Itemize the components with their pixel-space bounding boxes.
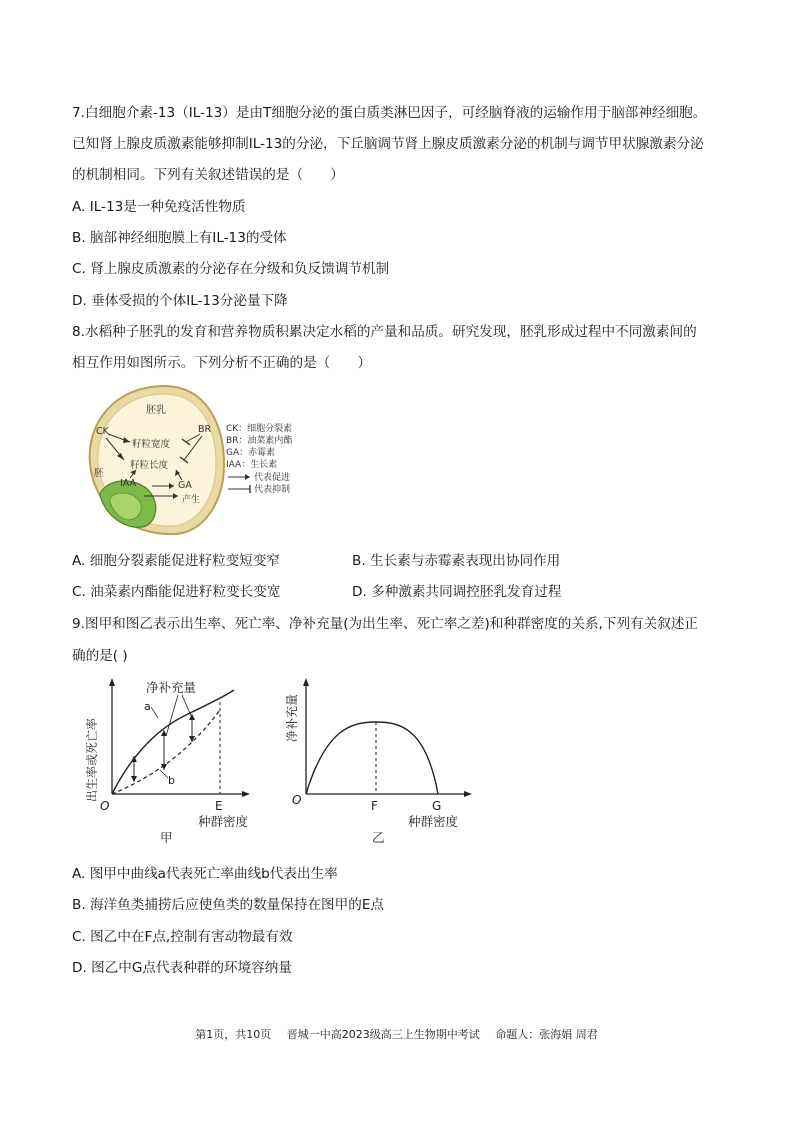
q8-stem-line-1: 8.水稻种子胚乳的发育和营养物质积累决定水稻的产量和品质。研究发现，胚乳形成过程中不同激素间的: [72, 324, 697, 340]
figure-yi: [282, 676, 474, 850]
q7-option-c: C. 肾上腺皮质激素的分泌存在分级和负反馈调节机制: [72, 261, 390, 277]
footer-author: 命题人：张海娟 周君: [495, 1028, 598, 1041]
q7-option-a: A. IL-13是一种免疫活性物质: [72, 199, 246, 215]
q9-option-b: B. 海洋鱼类捕捞后应使鱼类的数量保持在图甲的E点: [72, 897, 385, 913]
yi-point-g-label: G: [432, 799, 442, 813]
grain-width-label: 籽粒宽度: [132, 439, 171, 450]
yi-point-f-label: F: [371, 799, 378, 813]
ga-label: GA: [178, 480, 192, 491]
endosperm-label: 胚乳: [146, 405, 166, 416]
produce-label: 产生: [182, 495, 201, 505]
grain-length-label: 籽粒长度: [130, 460, 169, 471]
q7-stem-line-3: 的机制相同。下列有关叙述错误的是（ ）: [72, 167, 344, 183]
rice-grain-hormone-figure: [86, 384, 320, 536]
legend-ga: GA：赤霉素: [226, 448, 276, 458]
legend-promote: 代表促进: [254, 473, 291, 483]
q7-stem-line-2: 已知肾上腺皮质激素能够抑制IL-13的分泌，下丘脑调节肾上腺皮质激素分泌的机制与调节甲状腺激素分泌: [72, 136, 704, 152]
page-footer: [0, 1026, 793, 1042]
yi-x-axis-label: 种群密度: [408, 814, 459, 829]
jia-x-axis-label: 种群密度: [198, 814, 249, 829]
q7-option-d: D. 垂体受损的个体IL-13分泌量下降: [72, 293, 288, 309]
q8-option-d: D. 多种激素共同调控胚乳发育过程: [352, 584, 562, 600]
q9-option-c: C. 图乙中在F点,控制有害动物最有效: [72, 929, 293, 945]
yi-origin-label: O: [292, 793, 302, 807]
jia-point-e-label: E: [215, 799, 223, 813]
yi-caption: 乙: [372, 830, 385, 845]
jia-caption: 甲: [160, 830, 173, 845]
ck-label: CK: [96, 426, 109, 437]
q7-option-b: B. 脑部神经细胞膜上有IL-13的受体: [72, 230, 287, 246]
yi-y-axis-label: 净补充量: [285, 693, 299, 743]
legend-br: BR：油菜素内酯: [226, 436, 293, 446]
q8-option-c: C. 油菜素内酯能促进籽粒变长变宽: [72, 584, 281, 600]
q9-option-a: A. 图甲中曲线a代表死亡率曲线b代表出生率: [72, 866, 338, 882]
q9-stem-line-1: 9.图甲和图乙表示出生率、死亡率、净补充量(为出生率、死亡率之差)和种群密度的关系,下列有关叙述正: [72, 616, 699, 632]
jia-curve-b-label: b: [168, 774, 175, 787]
footer-exam-title: 晋城一中高2023级高三上生物期中考试: [286, 1028, 480, 1041]
jia-curve-a-label: a: [144, 700, 151, 713]
jia-y-axis-label: 出生率或死亡率: [85, 717, 99, 803]
q8-stem-line-2: 相互作用如图所示。下列分析不正确的是（ ）: [72, 355, 372, 371]
legend-iaa: IAA：生长素: [226, 460, 278, 470]
jia-net-label: 净补充量: [146, 680, 197, 695]
figure-jia: [82, 676, 252, 850]
embryo-label: 胚: [94, 468, 104, 479]
br-label: BR: [198, 424, 212, 435]
q8-option-b: B. 生长素与赤霉素表现出协同作用: [352, 553, 561, 569]
q7-stem-line-1: 7.白细胞介素-13（IL-13）是由T细胞分泌的蛋白质类淋巴因子，可经脑脊液的运输作用于脑部神经细胞。: [72, 105, 707, 121]
footer-page-number: 第1页，共10页: [195, 1028, 272, 1041]
q9-option-d: D. 图乙中G点代表种群的环境容纳量: [72, 960, 292, 976]
iaa-label: IAA: [120, 478, 137, 489]
legend-ck: CK：细胞分裂素: [226, 424, 293, 434]
q8-option-a: A. 细胞分裂素能促进籽粒变短变窄: [72, 553, 281, 569]
legend-inhibit: 代表抑制: [254, 485, 291, 495]
q9-stem-line-2: 确的是( ): [72, 648, 128, 664]
jia-origin-label: O: [100, 799, 110, 813]
